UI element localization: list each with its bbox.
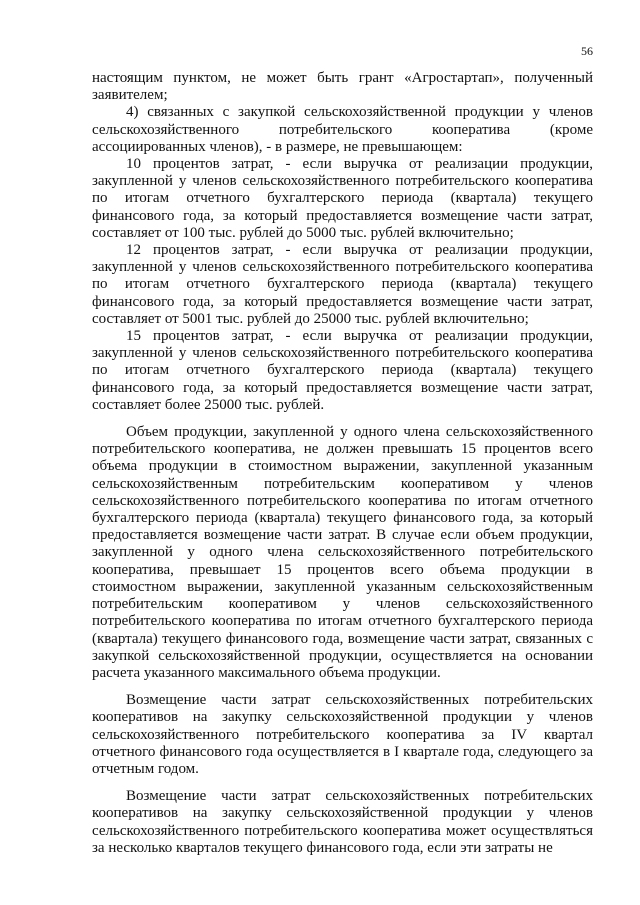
- paragraph-4: 12 процентов затрат, - если выручка от реализации продукции, закупленной у членов сельскохозяйственного потребительского кооператива по итогам отчетного бухгалтерского периода (квартала) текущего финансового года, за который предоставляется возмещение части затрат, составляет от 5001 тыс. рублей до 25000 тыс. рублей включительно;: [92, 242, 593, 327]
- document-body: [92, 70, 593, 857]
- paragraph-3: 10 процентов затрат, - если выручка от реализации продукции, закупленной у членов сельскохозяйственного потребительского кооператива по итогам отчетного бухгалтерского периода (квартала) текущего финансового года, за который предоставляется возмещение части затрат, составляет от 100 тыс. рублей до 5000 тыс. рублей включительно;: [92, 156, 593, 241]
- paragraph-6: Объем продукции, закупленной у одного члена сельскохозяйственного потребительского кооператива, не должен превышать 15 процентов всего объема продукции в стоимостном выражении, закупленной указанным сельскохозяйственным потребительским кооперативом у членов сельскохозяйственного потребительского кооператива по итогам отчетного бухгалтерского периода (квартала) текущего финансового года, за который предоставляется возмещение части затрат. В случае если объем продукции, закупленной у одного члена сельскохозяйственного потребительского кооператива, превышает 15 процентов всего объема продукции в стоимостном выражении, закупленной указанным сельскохозяйственным потребительским кооперативом у членов сельскохозяйственного потребительского кооператива по итогам отчетного бухгалтерского периода (квартала) текущего финансового года, возмещение части затрат, связанных с закупкой сельскохозяйственной продукции, осуществляется на основании расчета указанного максимального объема продукции.: [92, 424, 593, 681]
- paragraph-5: 15 процентов затрат, - если выручка от реализации продукции, закупленной у членов сельскохозяйственного потребительского кооператива по итогам отчетного бухгалтерского периода (квартала) текущего финансового года, за который предоставляется возмещение части затрат, составляет более 25000 тыс. рублей.: [92, 328, 593, 413]
- paragraph-8: Возмещение части затрат сельскохозяйственных потребительских кооперативов на закупку сельскохозяйственной продукции у членов сельскохозяйственного потребительского кооператива может осуществляться за несколько кварталов текущего финансового года, если эти затраты не: [92, 788, 593, 856]
- paragraph-1: настоящим пунктом, не может быть грант «Агростартап», полученный заявителем;: [92, 70, 593, 104]
- page-number: 56: [581, 44, 593, 58]
- paragraph-7: Возмещение части затрат сельскохозяйственных потребительских кооперативов на закупку сельскохозяйственной продукции у членов сельскохозяйственного потребительского кооператива за IV квартал отчетного финансового года осуществляется в I квартале года, следующего за отчетным годом.: [92, 692, 593, 777]
- paragraph-2: 4) связанных с закупкой сельскохозяйственной продукции у членов сельскохозяйственного потребительского кооператива (кроме ассоциированных членов), - в размере, не превышающем:: [92, 104, 593, 155]
